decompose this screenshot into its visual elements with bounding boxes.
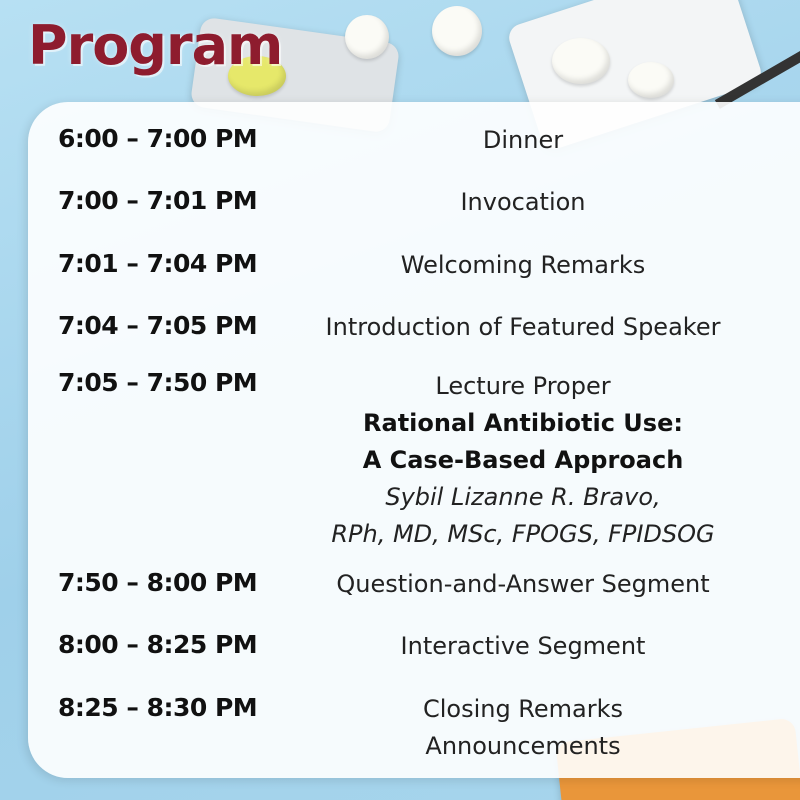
schedule-event-line2: Announcements <box>425 732 621 760</box>
schedule-event: Lecture Proper <box>435 372 611 400</box>
schedule-event: Invocation <box>460 188 586 216</box>
schedule-event: Closing Remarks <box>422 695 624 723</box>
schedule-time: 6:00 – 7:00 PM <box>58 124 258 153</box>
schedule-event: Question-and-Answer Segment <box>336 570 710 598</box>
lecture-title: A Case-Based Approach <box>362 446 684 474</box>
program-panel <box>28 102 800 778</box>
white-pill <box>345 15 389 59</box>
schedule-time: 8:00 – 8:25 PM <box>58 630 258 659</box>
schedule-time: 7:05 – 7:50 PM <box>58 368 258 397</box>
schedule-event: Interactive Segment <box>400 632 646 660</box>
lecture-title: Rational Antibiotic Use: <box>363 409 683 437</box>
schedule-event: Dinner <box>482 126 564 154</box>
schedule-time: 7:04 – 7:05 PM <box>58 311 258 340</box>
schedule-event: Introduction of Featured Speaker <box>325 313 721 341</box>
schedule-time: 8:25 – 8:30 PM <box>58 693 258 722</box>
page-title: Program <box>28 14 283 77</box>
schedule-time: 7:01 – 7:04 PM <box>58 249 258 278</box>
white-pill <box>552 38 610 84</box>
speaker-name: Sybil Lizanne R. Bravo, <box>385 483 661 511</box>
schedule-event: Welcoming Remarks <box>400 251 646 279</box>
white-pill <box>432 6 482 56</box>
schedule-time: 7:00 – 7:01 PM <box>58 186 258 215</box>
schedule-time: 7:50 – 8:00 PM <box>58 568 258 597</box>
white-pill <box>628 62 674 98</box>
speaker-credentials: RPh, MD, MSc, FPOGS, FPIDSOG <box>331 520 715 548</box>
